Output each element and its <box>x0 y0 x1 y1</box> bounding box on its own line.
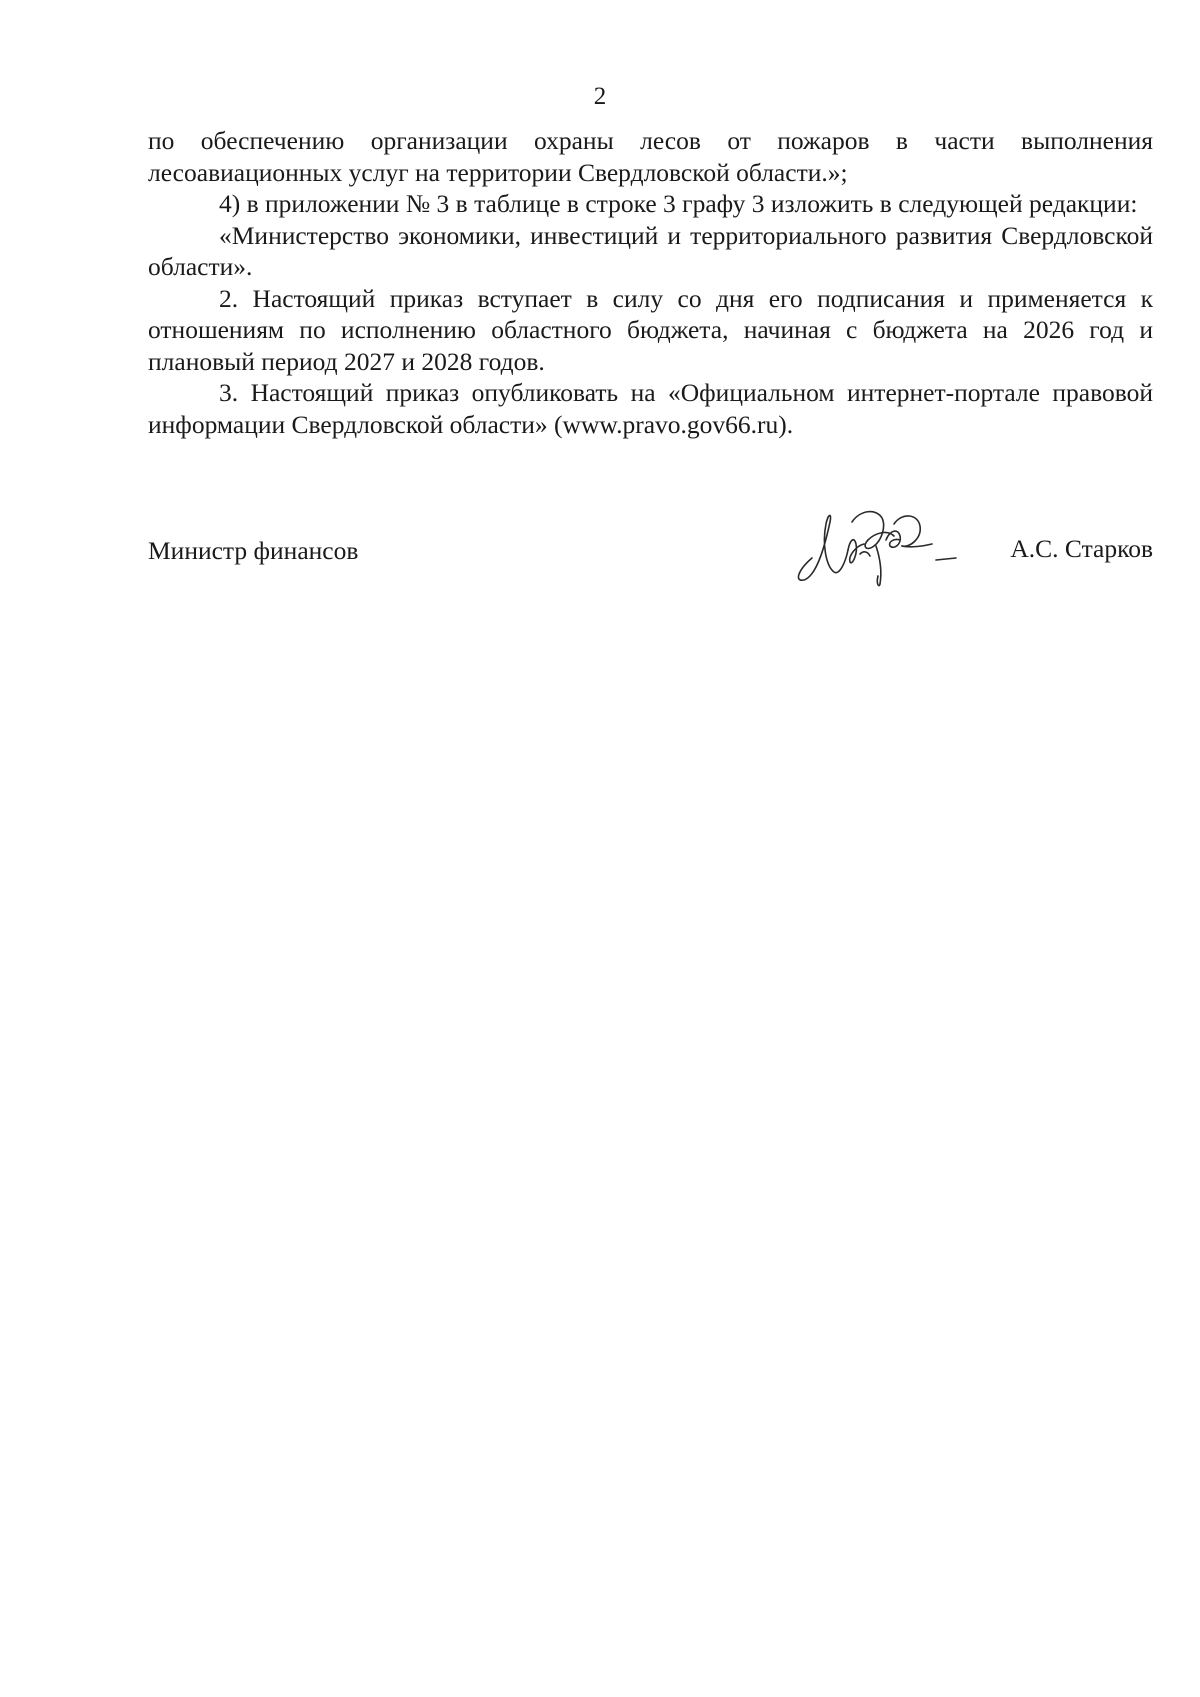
paragraph-continuation: по обеспечению организации охраны лесов от пожаров в части выполнения лесоавиационных услуг на территории Свердловской области.»; <box>148 126 1153 187</box>
signature-block <box>148 500 1153 590</box>
document-body <box>148 125 1153 440</box>
page-number: 2 <box>593 83 607 110</box>
paragraph-point-2: 2. Настоящий приказ вступает в силу со дня его подписания и применяется к отношениям по исполнению областного бюджета, начиная с бюджета на 2026 год и плановый период 2027 и 2028 годов. <box>148 283 1153 376</box>
handwritten-signature-icon <box>790 500 960 590</box>
paragraph-quoted-ministry: «Министерство экономики, инвестиций и территориального развития Свердловской области». <box>148 220 1153 281</box>
signer-title: Министр финансов <box>148 536 359 565</box>
paragraph-point-3: 3. Настоящий приказ опубликовать на «Официальном интернет-портале правовой информации Свердловской области» (www.pravo.gov66.ru). <box>148 378 1153 439</box>
paragraph-item-4: 4) в приложении № 3 в таблице в строке 3 графу 3 изложить в следующей редакции: <box>219 189 1138 218</box>
signer-name: А.С. Старков <box>1010 534 1153 563</box>
